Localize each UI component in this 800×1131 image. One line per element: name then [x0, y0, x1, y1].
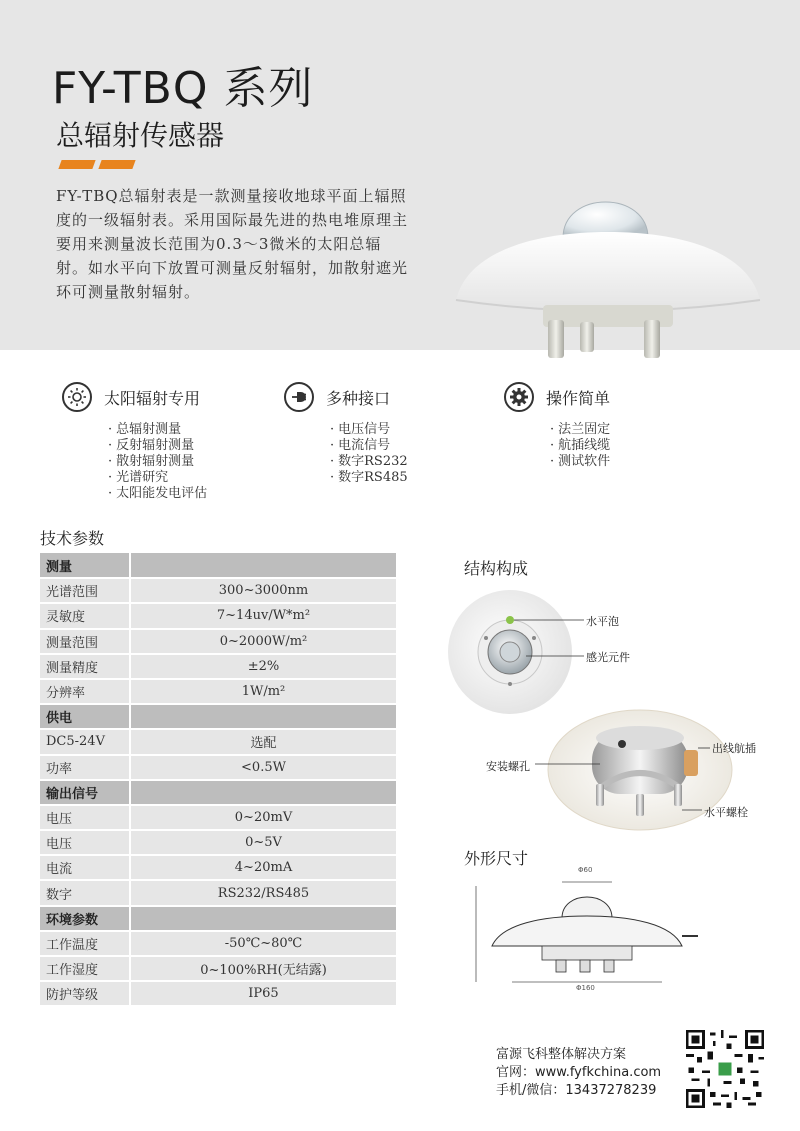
qr-code[interactable] [686, 1030, 764, 1108]
table-section: 环境参数 [40, 906, 396, 931]
callout-hole: 安装螺孔 [486, 760, 530, 773]
product-image [448, 150, 788, 370]
list-item: · 数字RS485 [330, 470, 408, 486]
structure-heading: 结构构成 [464, 559, 529, 578]
footer-contact [496, 1046, 661, 1100]
list-item: · 法兰固定 [550, 422, 610, 438]
table-row: 灵敏度 7~14uv/W*m² [40, 603, 396, 628]
table-row: 电流 4~20mA [40, 855, 396, 880]
feature-title: 太阳辐射专用 [104, 388, 201, 408]
feature-operation [504, 382, 610, 470]
list-item: · 电压信号 [330, 422, 408, 438]
feature-interfaces [284, 382, 408, 486]
feature-title: 操作简单 [546, 388, 611, 408]
callout-connector: 出线航插 [712, 742, 756, 755]
table-row: 功率 <0.5W [40, 755, 396, 780]
list-item: · 散射辐射测量 [108, 454, 207, 470]
table-row: 防护等级 IP65 [40, 981, 396, 1006]
table-section: 输出信号 [40, 780, 396, 805]
table-row: 工作温度 -50℃~80℃ [40, 931, 396, 956]
dim-bottom-label: Φ160 [576, 984, 595, 992]
accent-bar [58, 160, 95, 169]
table-row: 数字 RS232/RS485 [40, 880, 396, 905]
list-item: · 总辐射测量 [108, 422, 207, 438]
list-item: · 航插线缆 [550, 438, 610, 454]
table-row: 分辨率 1W/m² [40, 679, 396, 704]
sun-icon [62, 382, 92, 412]
dimensions-heading: 外形尺寸 [464, 849, 529, 868]
page-title: FY-TBQ 系列 [52, 63, 314, 114]
dim-top-label: Φ60 [578, 866, 593, 874]
list-item: · 反射辐射测量 [108, 438, 207, 454]
table-row: 工作湿度 0~100%RH(无结露) [40, 956, 396, 981]
table-row: 电压 0~20mV [40, 805, 396, 830]
phone: 手机/微信：13437278239 [496, 1083, 657, 1098]
structure-diagram [440, 588, 800, 838]
accent-bar [98, 160, 135, 169]
website[interactable]: 官网：www.fyfkchina.com [496, 1065, 662, 1080]
callout-bolt: 水平螺栓 [704, 806, 748, 819]
list-item: · 数字RS232 [330, 454, 408, 470]
gear-icon [504, 382, 534, 412]
table-section: 测量 [40, 553, 396, 578]
spec-table [40, 553, 396, 1007]
company-name: 富源飞科整体解决方案 [496, 1047, 627, 1062]
callout-sensor: 感光元件 [586, 651, 630, 664]
table-row: 测量范围 0~2000W/m² [40, 629, 396, 654]
feature-list [550, 422, 610, 470]
dimension-lines [472, 878, 702, 998]
specs-heading: 技术参数 [40, 529, 105, 548]
page-subtitle: 总辐射传感器 [56, 119, 225, 152]
intro-text: FY-TBQ总辐射表是一款测量接收地球平面上辐照度的一级辐射表。采用国际最先进的热电堆原理主要用来测量波长范围为0.3～3微米的太阳总辐射。如水平向下放置可测量反射辐射，加散射遮光环可测量散射辐射。 [56, 187, 409, 301]
table-row: 测量精度 ±2% [40, 654, 396, 679]
table-row: 电压 0~5V [40, 830, 396, 855]
feature-title: 多种接口 [326, 388, 391, 408]
feature-list [108, 422, 207, 502]
feature-list [330, 422, 408, 486]
table-row: 光谱范围 300~3000nm [40, 578, 396, 603]
list-item: · 光谱研究 [108, 470, 207, 486]
list-item: · 太阳能发电评估 [108, 486, 207, 502]
table-section: 供电 [40, 704, 396, 729]
list-item: · 测试软件 [550, 454, 610, 470]
table-row: DC5-24V 选配 [40, 729, 396, 754]
callout-bubble: 水平泡 [586, 615, 619, 628]
list-item: · 电流信号 [330, 438, 408, 454]
feature-solar [62, 382, 207, 502]
dimension-drawing [472, 866, 702, 998]
plug-icon [284, 382, 314, 412]
